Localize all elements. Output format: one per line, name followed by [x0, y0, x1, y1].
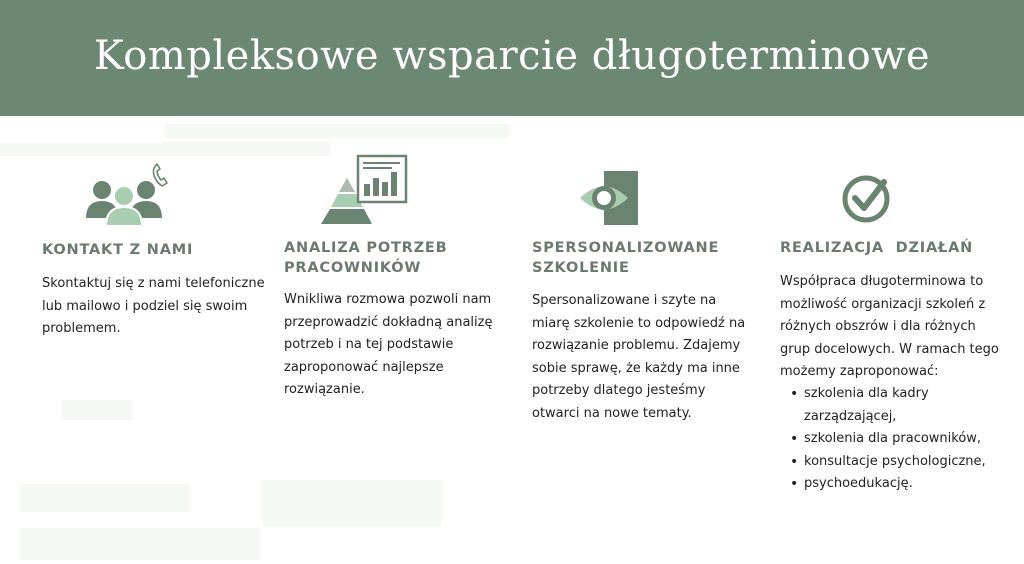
- step-heading: REALIZACJA DZIAŁAŃ: [780, 240, 974, 256]
- background-artifact: [20, 528, 260, 560]
- step-heading: KONTAKT Z NAMI: [42, 242, 194, 258]
- list-item: • konsultacje psychologiczne,: [780, 451, 1010, 474]
- step-body: Współpraca długoterminowa to możliwość organizacji szkoleń z różnych obszrów i dla różnych grup docelowych. W ramach tego możemy zaproponować:: [780, 274, 999, 379]
- step-body: Wnikliwa rozmowa pozwoli nam przeprowadzić dokładną analizę potrzeb i na tej podstawie zaproponować najlepsze rozwiązanie.: [284, 292, 493, 397]
- background-artifact: [262, 480, 442, 526]
- title-banner: [0, 0, 1024, 116]
- background-artifact: [62, 400, 132, 420]
- list-item: • psychoedukację.: [780, 473, 1010, 496]
- step-body: Spersonalizowane i szyte na miarę szkolenie to odpowiedź na rozwiązanie problemu. Zdajemy sobie sprawę, że każdy ma inne potrzeby dlatego jesteśmy otwarci na nowe tematy.: [532, 293, 746, 421]
- page-title: Kompleksowe wsparcie długoterminowe: [93, 33, 931, 79]
- step-heading: SPERSONALIZOWANE SZKOLENIE: [532, 240, 720, 276]
- pyramid-chart-icon: [318, 152, 418, 232]
- eye-icon: [576, 169, 656, 229]
- offer-list: [780, 383, 1010, 496]
- step-body: Skontaktuj się z nami telefoniczne lub mailowo i podziel się swoim problemem.: [42, 276, 265, 336]
- background-artifact: [165, 124, 510, 138]
- step-heading: ANALIZA POTRZEB PRACOWNIKÓW: [284, 240, 448, 276]
- background-artifact: [0, 142, 330, 156]
- background-artifact: [20, 484, 190, 512]
- list-item: • szkolenia dla pracowników,: [780, 428, 1010, 451]
- list-item: • szkolenia dla kadry zarządzającej,: [780, 383, 955, 428]
- check-circle-icon: [838, 169, 898, 229]
- contact-group-phone-icon: [82, 160, 222, 230]
